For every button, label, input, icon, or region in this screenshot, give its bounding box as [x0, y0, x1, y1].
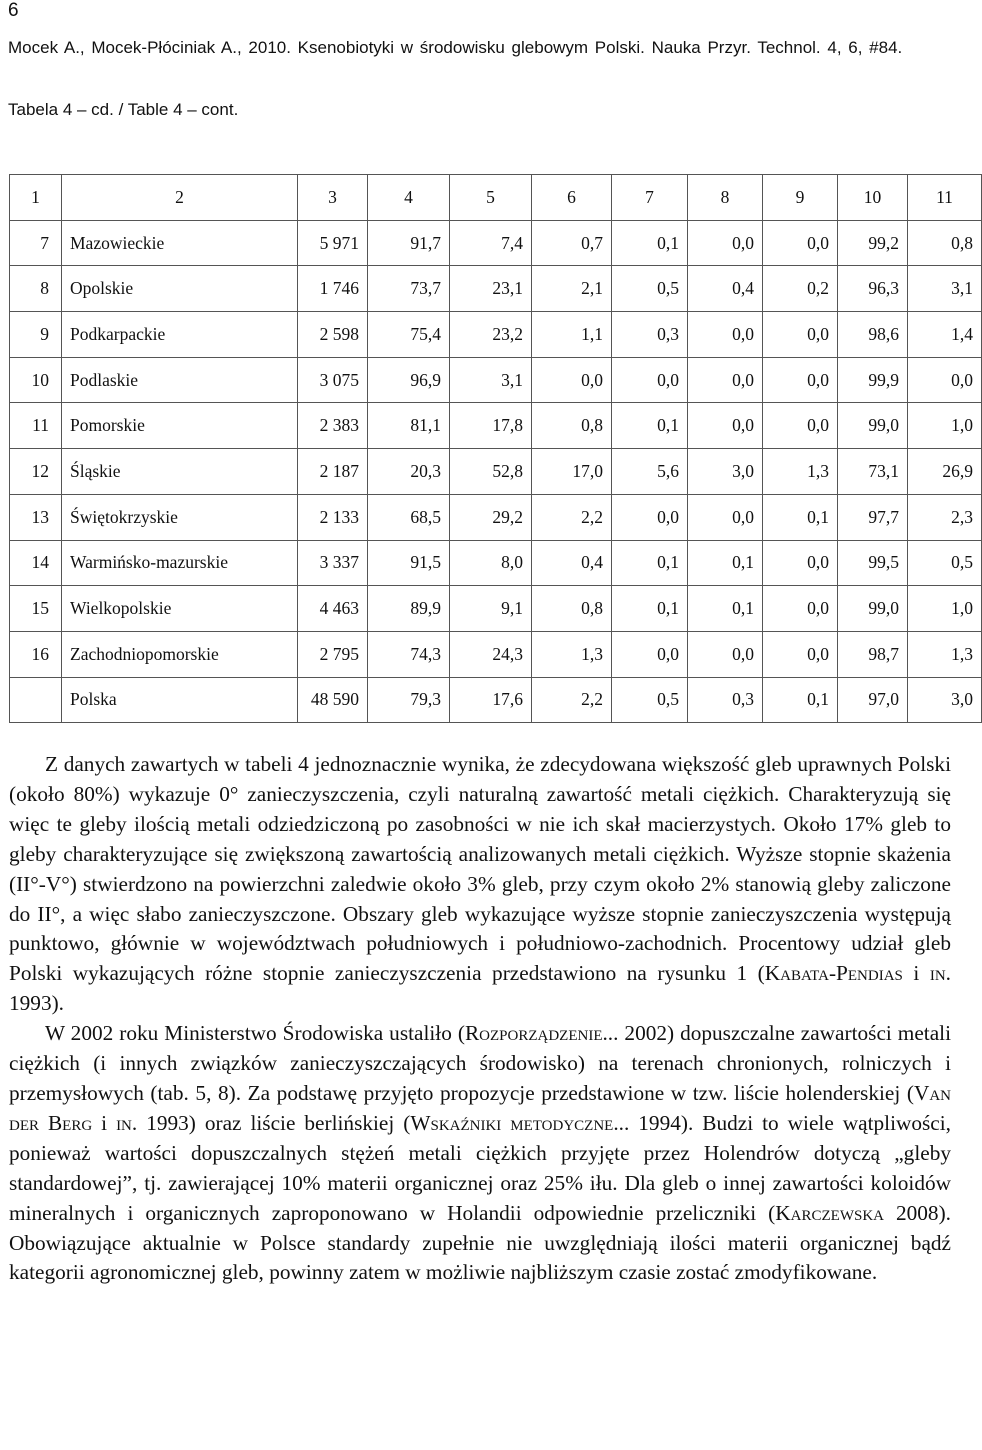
column-header: 5 [450, 175, 532, 221]
table-cell: 4 463 [298, 586, 368, 632]
table-cell: 2,3 [908, 494, 982, 540]
table-cell: 23,2 [450, 312, 532, 358]
paragraph [9, 1019, 951, 1288]
column-header: 1 [10, 175, 62, 221]
table-cell: 0,1 [763, 494, 838, 540]
table-cell: 3,0 [688, 449, 763, 495]
table-row [10, 494, 982, 540]
table-cell: 74,3 [368, 631, 450, 677]
table-cell: 26,9 [908, 449, 982, 495]
paragraph-text: W 2002 roku Ministerstwo Środowiska ustaliło ( [45, 1021, 465, 1046]
table-cell [10, 677, 62, 723]
table-cell: 0,1 [763, 677, 838, 723]
table-cell: 1 746 [298, 266, 368, 312]
table-cell: 0,0 [688, 494, 763, 540]
table-cell: 75,4 [368, 312, 450, 358]
table-cell: 0,0 [532, 357, 612, 403]
paragraph-text: 1993). [9, 991, 65, 1016]
table-cell: 99,0 [838, 586, 908, 632]
table-cell: 1,4 [908, 312, 982, 358]
table-cell: 3,0 [908, 677, 982, 723]
table-cell: 20,3 [368, 449, 450, 495]
table-cell: 29,2 [450, 494, 532, 540]
table-cell: 0,8 [532, 586, 612, 632]
table-cell: 0,4 [688, 266, 763, 312]
table-cell: 0,1 [688, 540, 763, 586]
table-cell: Śląskie [62, 449, 298, 495]
table-cell: 1,3 [532, 631, 612, 677]
table-cell: 73,1 [838, 449, 908, 495]
column-header: 6 [532, 175, 612, 221]
table-cell: 0,0 [688, 357, 763, 403]
table-cell: 23,1 [450, 266, 532, 312]
table-cell: 0,0 [612, 631, 688, 677]
table-row [10, 312, 982, 358]
table-cell: 0,0 [763, 357, 838, 403]
table-cell: 24,3 [450, 631, 532, 677]
table-cell: 7 [10, 220, 62, 266]
table-cell: 13 [10, 494, 62, 540]
table-row [10, 266, 982, 312]
table-cell: 99,0 [838, 403, 908, 449]
table-cell: 73,7 [368, 266, 450, 312]
reference-author: Van der Berg [9, 1080, 951, 1135]
table-header-row [10, 175, 982, 221]
paragraph-text: 2008). Obowiązujące aktualnie w Polsce standardy zupełnie nie uwzględniają ilości materii organicznej bądź kategorii agronomicznej gleb, powinny zatem w możliwie najbliższym czasie zostać zmodyfikowane. [9, 1200, 951, 1285]
table-cell: 0,0 [688, 403, 763, 449]
page-number: 6 [8, 0, 19, 21]
table-cell: 17,8 [450, 403, 532, 449]
table-cell: 10 [10, 357, 62, 403]
table-cell: 17,6 [450, 677, 532, 723]
table-cell: 2,2 [532, 494, 612, 540]
table-cell: 12 [10, 449, 62, 495]
table-cell: 0,4 [532, 540, 612, 586]
column-header: 9 [763, 175, 838, 221]
citation: Mocek A., Mocek-Płóciniak A., 2010. Ksenobiotyki w środowisku glebowym Polski. Nauka Przyr. Technol. 4, 6, #84. [8, 38, 903, 57]
table-cell: 5,6 [612, 449, 688, 495]
table-cell: Świętokrzyskie [62, 494, 298, 540]
table-cell: 96,3 [838, 266, 908, 312]
table-cell: 89,9 [368, 586, 450, 632]
reference-author: in. [929, 961, 951, 986]
table-cell: 7,4 [450, 220, 532, 266]
table-cell: 3 337 [298, 540, 368, 586]
table-cell: 8,0 [450, 540, 532, 586]
table-cell: 2 598 [298, 312, 368, 358]
table-cell: 96,9 [368, 357, 450, 403]
table-cell: 0,0 [763, 540, 838, 586]
table-cell: 79,3 [368, 677, 450, 723]
table-cell: 0,0 [612, 494, 688, 540]
table-cell: Warmińsko-mazurskie [62, 540, 298, 586]
table-cell: 0,7 [532, 220, 612, 266]
reference-author: Rozporządzenie... [464, 1021, 619, 1046]
reference-author: in. [116, 1110, 138, 1135]
table-cell: 98,7 [838, 631, 908, 677]
table-cell: 52,8 [450, 449, 532, 495]
table-cell: 0,0 [763, 631, 838, 677]
table-cell: 0,3 [688, 677, 763, 723]
paragraph-text: i [902, 961, 930, 986]
table-cell: 0,1 [612, 586, 688, 632]
table-cell: 0,0 [763, 586, 838, 632]
table-cell: 48 590 [298, 677, 368, 723]
table-cell: 98,6 [838, 312, 908, 358]
table-cell: 3,1 [450, 357, 532, 403]
data-table [9, 174, 982, 723]
table-cell: 8 [10, 266, 62, 312]
table-cell: 0,1 [612, 403, 688, 449]
table-cell: 0,0 [763, 403, 838, 449]
table-cell: 9 [10, 312, 62, 358]
table-cell: 81,1 [368, 403, 450, 449]
table-cell: 14 [10, 540, 62, 586]
table-row [10, 540, 982, 586]
body-text [9, 750, 951, 1288]
paragraph-text: 1993) oraz liście berlińskiej ( [137, 1110, 411, 1135]
table-cell: 99,9 [838, 357, 908, 403]
table-cell: Podlaskie [62, 357, 298, 403]
reference-author: Kabata-Pendias [764, 961, 903, 986]
table-cell: 1,3 [908, 631, 982, 677]
paragraph-text: i [92, 1110, 117, 1135]
reference-author: Wskaźniki metodyczne... [410, 1110, 630, 1135]
table-cell: 0,0 [688, 631, 763, 677]
table-cell: 11 [10, 403, 62, 449]
table-cell: 0,5 [612, 266, 688, 312]
table-cell: 0,0 [908, 357, 982, 403]
table-row [10, 677, 982, 723]
table-row [10, 220, 982, 266]
table-cell: 91,5 [368, 540, 450, 586]
paragraph-text: 1994). Budzi to wiele wątpliwości, ponieważ wartości dopuszczalnych stężeń metali ciężkich przyjęte przez Holendrów dotyczą „gleby standardowej”, tj. zawierającej 10% materii organicznej oraz 25% iłu. Dla gleb o innej zawartości koloidów mineralnych i organicznych zaproponowano w Holandii odpowiednie przeliczniki ( [9, 1110, 952, 1225]
table-cell: 1,0 [908, 586, 982, 632]
table-cell: 97,7 [838, 494, 908, 540]
paragraph-text: 2002) dopuszczalne zawartości metali ciężkich (i innych związków zanieczyszczających środowisko) na terenach chronionych, rolniczych i przemysłowych (tab. 5, 8). Za podstawę przyjęto propozycje przedstawione w tzw. liście holenderskiej ( [9, 1021, 952, 1105]
table-cell: 0,1 [688, 586, 763, 632]
table-cell: 1,1 [532, 312, 612, 358]
table-cell: 2,2 [532, 677, 612, 723]
column-header: 11 [908, 175, 982, 221]
table-cell: 0,0 [688, 220, 763, 266]
table-row [10, 631, 982, 677]
table-cell: 16 [10, 631, 62, 677]
table-cell: 0,5 [612, 677, 688, 723]
reference-author: Karczewska [775, 1200, 884, 1225]
table-cell: Polska [62, 677, 298, 723]
column-header: 7 [612, 175, 688, 221]
table-row [10, 357, 982, 403]
table-cell: 99,5 [838, 540, 908, 586]
table-cell: 15 [10, 586, 62, 632]
table-cell: 0,5 [908, 540, 982, 586]
table-row [10, 586, 982, 632]
column-header: 3 [298, 175, 368, 221]
table-cell: 0,2 [763, 266, 838, 312]
table-cell: 0,0 [763, 312, 838, 358]
column-header: 10 [838, 175, 908, 221]
table-cell: Podkarpackie [62, 312, 298, 358]
column-header: 4 [368, 175, 450, 221]
column-header: 8 [688, 175, 763, 221]
table-cell: Zachodniopomorskie [62, 631, 298, 677]
table-cell: 91,7 [368, 220, 450, 266]
table-cell: 0,1 [612, 220, 688, 266]
table-cell: 17,0 [532, 449, 612, 495]
table-cell: 1,0 [908, 403, 982, 449]
table-cell: 1,3 [763, 449, 838, 495]
table-caption: Tabela 4 – cd. / Table 4 – cont. [8, 100, 239, 119]
paragraph [9, 750, 951, 1019]
table-cell: 2 383 [298, 403, 368, 449]
table-cell: 3 075 [298, 357, 368, 403]
table-cell: 0,3 [612, 312, 688, 358]
table-cell: 0,8 [908, 220, 982, 266]
table-row [10, 449, 982, 495]
table-cell: 0,0 [612, 357, 688, 403]
table-cell: 68,5 [368, 494, 450, 540]
table-cell: 2 133 [298, 494, 368, 540]
paragraph-text: Z danych zawartych w tabeli 4 jednoznacznie wynika, że zdecydowana większość gleb uprawnych Polski (około 80%) wykazuje 0° zanieczyszczenia, czyli naturalną zawartość metali ciężkich. Charakteryzują się więc te gleby ilością metali odziedziczoną po zasobności w nie ich skał macierzystych. Około 17% gleb to gleby charakteryzujące się zwiększoną zawartością analizowanych metali ciężkich. Wyższe stopnie skażenia (II°-V°) stwierdzono na powierzchni zaledwie około 3% gleb, przy czym około 2% stanowią gleby zaliczone do II°, a więc słabo zanieczyszczone. Obszary gleb wykazujące wyższe stopnie zanieczyszczenia występują punktowo, głównie w województwach południowych i południowo-zachodnich. Procentowy udział gleb Polski wykazujących różne stopnie zanieczyszczenia przedstawiono na rysunku 1 ( [9, 752, 951, 986]
table-cell: 97,0 [838, 677, 908, 723]
table-cell: 0,0 [688, 312, 763, 358]
table-cell: Pomorskie [62, 403, 298, 449]
table-row [10, 403, 982, 449]
column-header: 2 [62, 175, 298, 221]
table-body [10, 175, 982, 723]
table-cell: Wielkopolskie [62, 586, 298, 632]
table-cell: 5 971 [298, 220, 368, 266]
table-cell: Mazowieckie [62, 220, 298, 266]
table-cell: 3,1 [908, 266, 982, 312]
table-cell: 0,8 [532, 403, 612, 449]
table-cell: 9,1 [450, 586, 532, 632]
table-cell: 0,1 [612, 540, 688, 586]
table-cell: 2 187 [298, 449, 368, 495]
table-cell: 2,1 [532, 266, 612, 312]
table-cell: 0,0 [763, 220, 838, 266]
table-cell: Opolskie [62, 266, 298, 312]
table-cell: 99,2 [838, 220, 908, 266]
table-cell: 2 795 [298, 631, 368, 677]
